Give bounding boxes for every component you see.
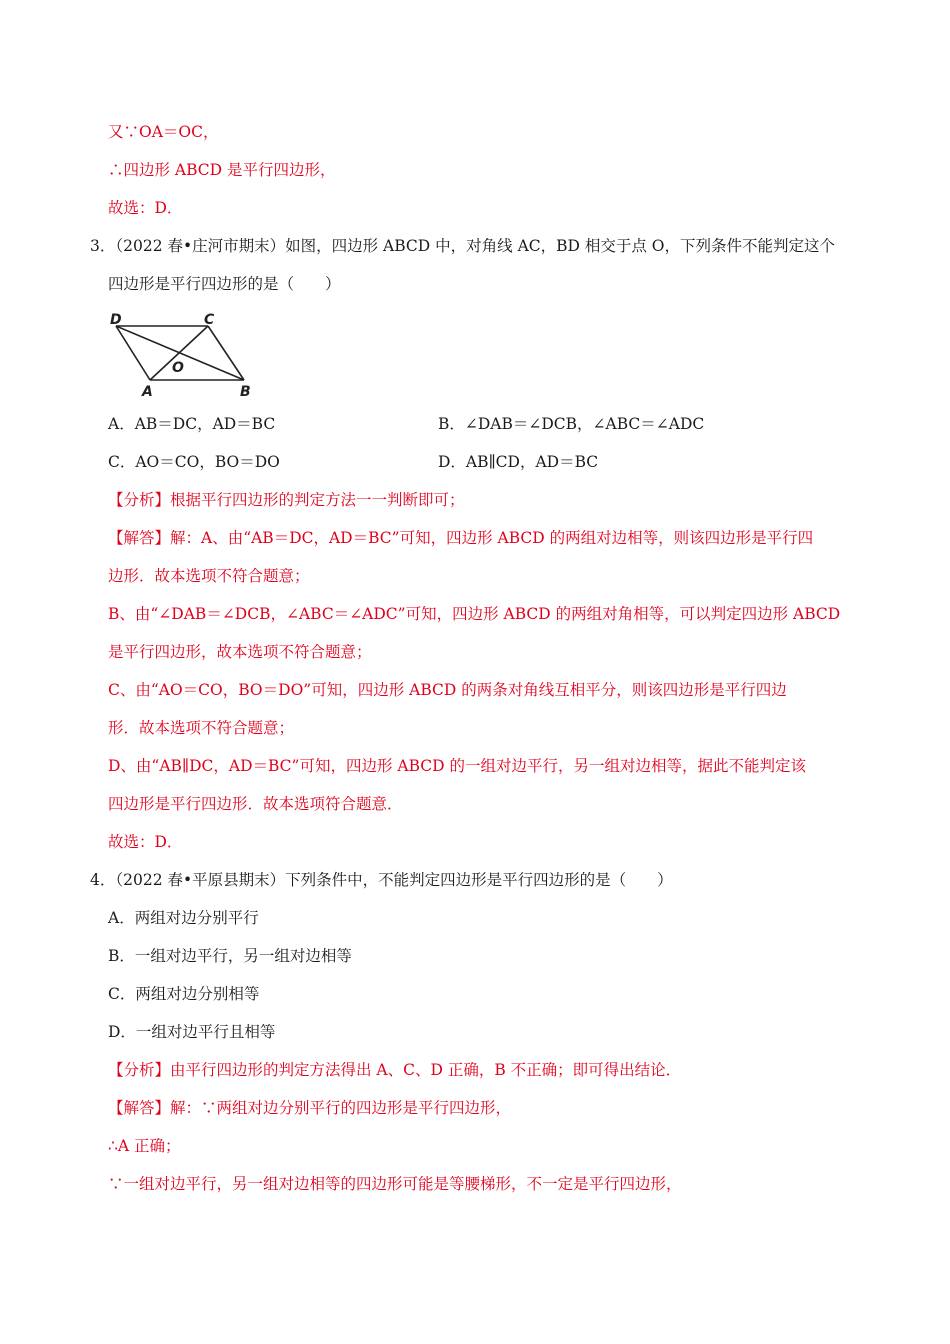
solution-line: 形．故本选项不符合题意； [108, 719, 295, 737]
solution-line: 边形．故本选项不符合题意； [108, 567, 310, 585]
option-b: B．一组对边平行，另一组对边相等 [108, 947, 352, 965]
label-o: O [172, 360, 184, 376]
solution-line: 是平行四边形，故本选项不符合题意； [108, 643, 372, 661]
answer-line: ∴四边形 ABCD 是平行四边形， [108, 161, 336, 179]
answer-choice: 故选：D． [108, 833, 183, 851]
question-3-stem-cont: 四边形是平行四边形的是（ ） [108, 275, 341, 293]
solution-line: 四边形是平行四边形．故本选项符合题意． [108, 795, 403, 813]
side-ad [116, 326, 150, 380]
label-b: B [240, 384, 251, 400]
option-a: A．AB＝DC，AD＝BC [108, 415, 276, 433]
option-c: C．两组对边分别相等 [108, 985, 260, 1003]
solution-line: B、由“∠DAB＝∠DCB，∠ABC＝∠ADC”可知，四边形 ABCD 的两组对角相等，可以判定四边形 ABCD [108, 605, 841, 623]
parallelogram-figure [104, 308, 264, 400]
analysis: 【分析】根据平行四边形的判定方法一一判断即可； [108, 491, 465, 509]
answer-choice: 故选：D． [108, 199, 183, 217]
label-a: A [142, 384, 153, 400]
option-c: C．AO＝CO，BO＝DO [108, 453, 280, 471]
question-3-stem: 3．（2022 春•庄河市期末）如图，四边形 ABCD 中，对角线 AC，BD 相交于点 O，下列条件不能判定这个 [90, 237, 836, 255]
option-b: B．∠DAB＝∠DCB，∠ABC＝∠ADC [438, 415, 705, 433]
solution-line: 【解答】解：∵两组对边分别平行的四边形是平行四边形， [108, 1099, 512, 1117]
question-4-stem: 4．（2022 春•平原县期末）下列条件中，不能判定四边形是平行四边形的是（ ） [90, 871, 673, 889]
option-d: D．一组对边平行且相等 [108, 1023, 276, 1041]
solution-line: D、由“AB∥DC，AD＝BC”可知，四边形 ABCD 的一组对边平行，另一组对边相等，据此不能判定该 [108, 757, 806, 775]
solution-line: ∵一组对边平行，另一组对边相等的四边形可能是等腰梯形，不一定是平行四边形， [108, 1175, 682, 1193]
label-d: D [110, 312, 122, 328]
solution-line: C、由“AO＝CO，BO＝DO”可知，四边形 ABCD 的两条对角线互相平分，则该四边形是平行四边 [108, 681, 787, 699]
solution-line: ∴A 正确； [108, 1137, 181, 1155]
analysis: 【分析】由平行四边形的判定方法得出 A、C、D 正确，B 不正确；即可得出结论． [108, 1061, 682, 1079]
option-a: A．两组对边分别平行 [108, 909, 259, 927]
answer-line: 又∵OA＝OC， [108, 123, 219, 141]
solution-line: 【解答】解：A、由“AB＝DC，AD＝BC”可知，四边形 ABCD 的两组对边相等，则该四边形是平行四 [108, 529, 814, 547]
label-c: C [204, 312, 215, 328]
option-d: D．AB∥CD，AD＝BC [438, 453, 599, 471]
